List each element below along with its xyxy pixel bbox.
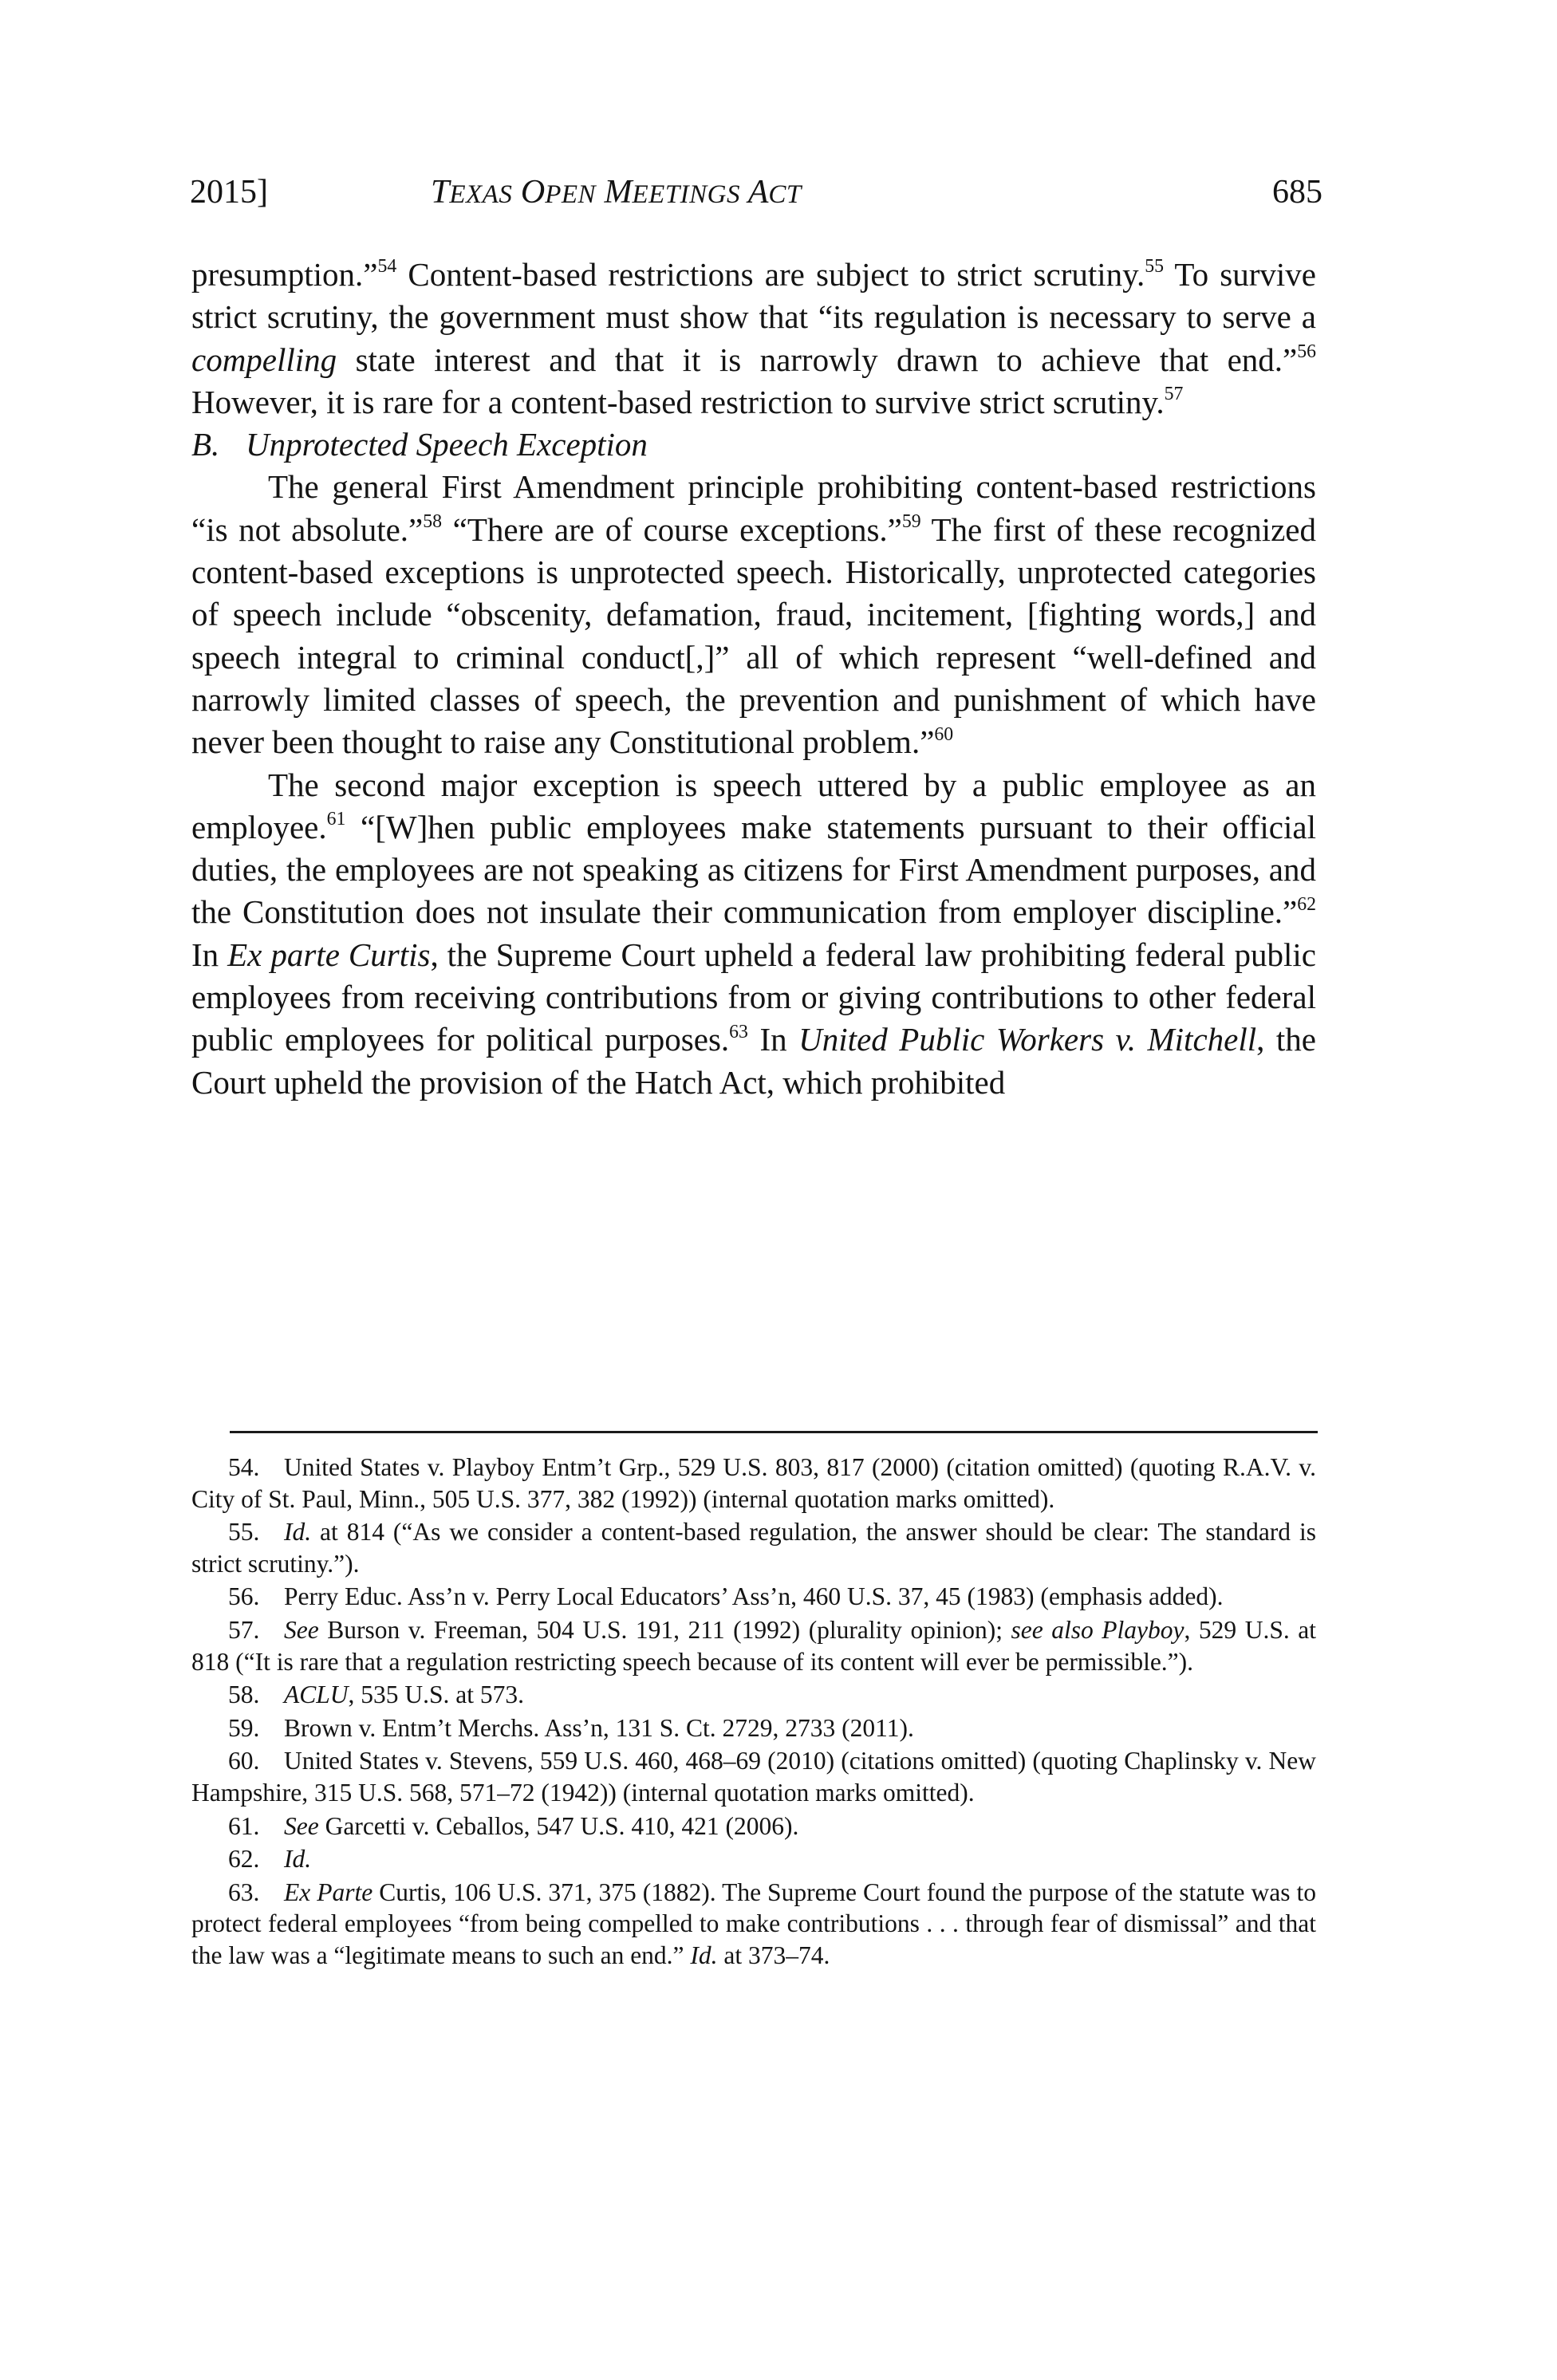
- footnote-ref-55[interactable]: 55: [1145, 256, 1164, 278]
- footnote-ref-62[interactable]: 62: [1297, 893, 1316, 915]
- footnote-59: 59. Brown v. Entm’t Merchs. Ass’n, 131 S. Ct. 2729, 2733 (2011).: [228, 1713, 914, 1742]
- footnote-divider: [230, 1431, 1318, 1433]
- section-letter: B.: [191, 426, 220, 463]
- footnote-ref-54[interactable]: 54: [377, 256, 397, 278]
- footnote-ref-59[interactable]: 59: [901, 511, 921, 533]
- footnotes: [191, 1452, 1316, 1973]
- section-title: Unprotected Speech Exception: [246, 426, 648, 463]
- footnote-ref-58[interactable]: 58: [423, 511, 443, 533]
- footnote-60: 60. United States v. Stevens, 559 U.S. 460, 468–69 (2010) (citations omitted) (quoting Chaplinsky v. New Hampshire, 315 U.S. 568, 571–72 (1942)) (internal quotation marks omitted).: [191, 1747, 1316, 1807]
- footnote-56: 56. Perry Educ. Ass’n v. Perry Local Educators’ Ass’n, 460 U.S. 37, 45 (1983) (emphasis added).: [228, 1582, 1224, 1611]
- footnote-57: 57. See Burson v. Freeman, 504 U.S. 191, 211 (1992) (plurality opinion); see also Playboy, 529 U.S. at 818 (“It is rare that a regulation restricting speech because of its content will ever be permissible.”).: [191, 1615, 1316, 1676]
- footnote-55: 55. Id. at 814 (“As we consider a content-based regulation, the answer should be clear: The standard is strict scrutiny.”).: [191, 1518, 1316, 1578]
- paragraph-unprotected-speech: The general First Amendment principle prohibiting content-based restrictions “is not absolute.”$^{58}$ “There are of course exceptions.”$^{59}$ The first of these recognized content-based exceptions is unprotected speech. Historically, unprotected categories of speech include “obscenity, defamation, fraud, incitement, [fighting words,] and speech integral to criminal conduct[,]” all of which represent “well-defined and narrowly limited classes of speech, the prevention and punishment of which have never been thought to raise any Constitutional problem.”$^{60}$: [191, 468, 1316, 761]
- footnote-63: 63. Ex Parte Curtis, 106 U.S. 371, 375 (1882). The Supreme Court found the purpose of the statute was to protect federal employees “from being compelled to make contributions . . . through fear of dismissal” and that the law was a “legitimate means to such an end.” Id. at 373–74.: [191, 1878, 1316, 1969]
- paragraph-public-employee: The second major exception is speech uttered by a public employee as an employee.$^{61}$ “[W]hen public employees make statements pursuant to their official duties, the employees are not speaking as citizens for First Amendment purposes, and the Constitution does not insulate their communication from employer discipline.”$^{62}$ In Ex parte Curtis, the Supreme Court upheld a federal law prohibiting federal public employees from receiving contributions from or giving contributions to other federal public employees for political purposes.$^{63}$ In United Public Workers v. Mitchell, the Court upheld the provision of the Hatch Act, which prohibited: [191, 766, 1317, 1101]
- footnote-61: 61. See Garcetti v. Ceballos, 547 U.S. 410, 421 (2006).: [228, 1811, 799, 1840]
- footnote-54: 54. United States v. Playboy Entm’t Grp., 529 U.S. 803, 817 (2000) (citation omitted) (quoting R.A.V. v. City of St. Paul, Minn., 505 U.S. 377, 382 (1992)) (internal quotation marks omitted).: [191, 1453, 1316, 1513]
- footnote-ref-56[interactable]: 56: [1297, 341, 1316, 363]
- body-text: [191, 254, 1316, 1104]
- footnote-58: 58. ACLU, 535 U.S. at 573.: [228, 1681, 525, 1709]
- page-number: 685: [1272, 174, 1322, 211]
- section-heading: [191, 424, 1316, 466]
- footnote-ref-60[interactable]: 60: [934, 723, 954, 745]
- footnote-ref-57[interactable]: 57: [1164, 384, 1184, 405]
- footnote-62: 62. Id.: [228, 1845, 312, 1874]
- running-header-title: TEXAS OPEN MEETINGS ACT: [431, 174, 802, 211]
- footnote-ref-61[interactable]: 61: [326, 809, 346, 830]
- running-header-year: 2015]: [190, 174, 268, 211]
- paragraph-continuation: presumption.”$^{54}$ Content-based restrictions are subject to strict scrutiny.$^{55}$ To survive strict scrutiny, the government must show that “its regulation is necessary to serve a compelling state interest and that it is narrowly drawn to achieve that end.”$^{56}$ However, it is rare for a content-based restriction to survive strict scrutiny.$^{57}$: [191, 256, 1316, 420]
- footnote-ref-63[interactable]: 63: [729, 1021, 748, 1042]
